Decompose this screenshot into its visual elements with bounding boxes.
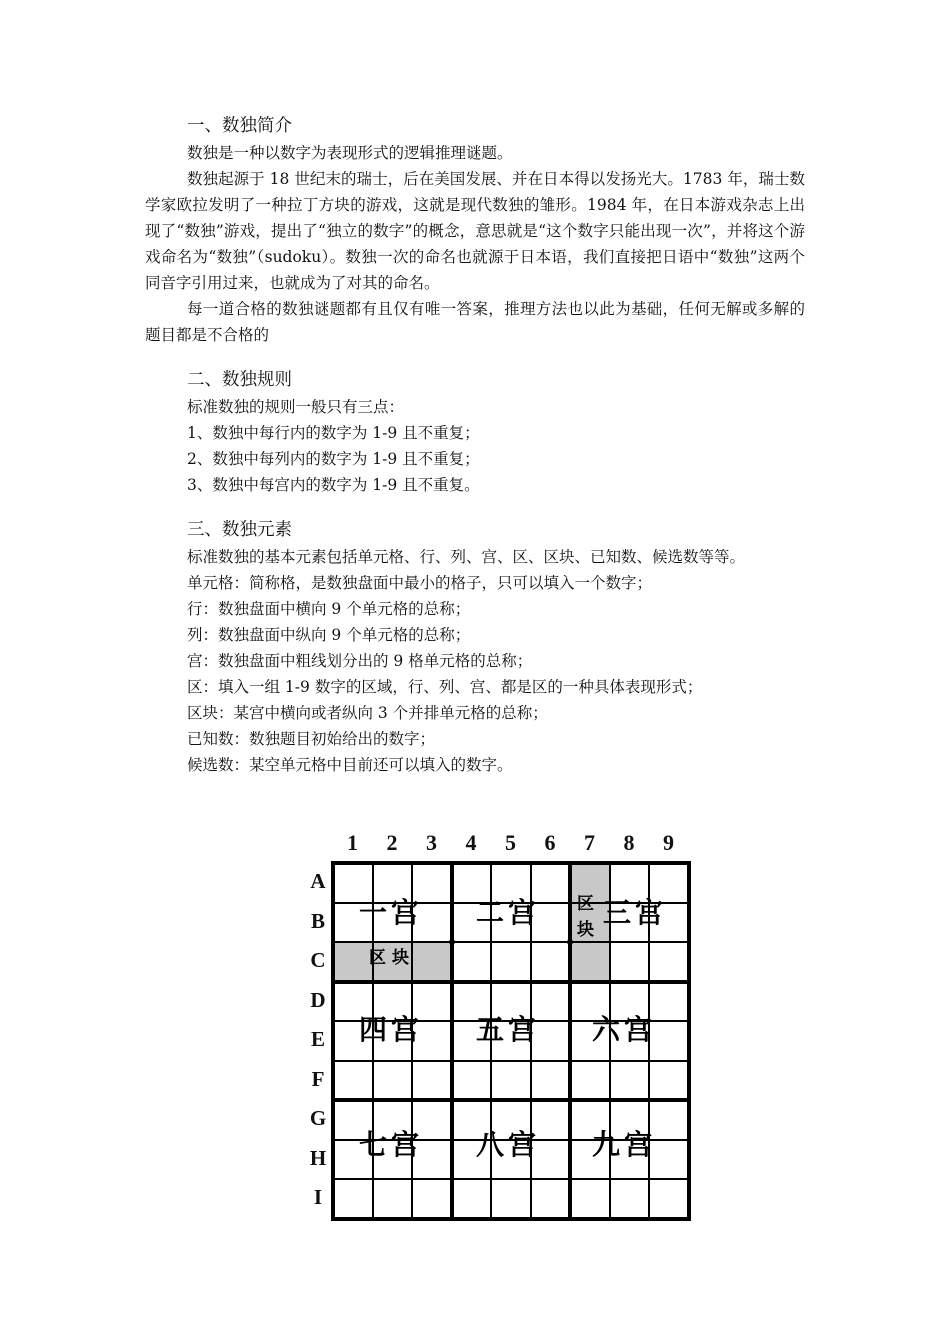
palace-label: 六宫 — [592, 1013, 657, 1046]
rule-item: 1、数独中每行内的数字为 1-9 且不重复； — [187, 424, 480, 442]
column-label: 4 — [465, 830, 477, 855]
grid-thick-line — [331, 861, 691, 865]
rule-item: 2、数独中每列内的数字为 1-9 且不重复； — [187, 450, 480, 468]
column-label: 6 — [544, 830, 556, 855]
definition-item: 区块：某宫中横向或者纵向 3 个并排单元格的总称； — [187, 704, 548, 722]
column-label: 7 — [584, 830, 595, 855]
grid-thick-line — [331, 861, 335, 1221]
palace-label: 九宫 — [592, 1128, 657, 1161]
grid-dot — [567, 939, 573, 945]
palace-label: 二宫 — [476, 896, 541, 929]
section1-paragraph: 数独起源于 18 世纪末的瑞士，后在美国发展、并在日本得以发扬光大。1783 年，瑞士数学家欧拉发明了一种拉丁方块的游戏，这就是现代数独的雏形。1984 年，在日本游戏杂志上出现了“数独”游戏，提出了“独立的数字”的概念，意思就是“这个数字只能出现一次”，并将这个游戏命名为“数独”（sudoku）。数独一次的命名也就源于日本语，我们直接把日语中“数独”这两个同音字引用过来，也就成为了对其的命名。 — [145, 170, 805, 292]
definition-item: 单元格：简称格，是数独盘面中最小的格子，只可以填入一个数字； — [187, 574, 653, 592]
row-label: E — [310, 1027, 325, 1051]
sudoku-diagram — [300, 822, 700, 1227]
section1-heading: 一、数独简介 — [187, 116, 292, 136]
palace-label: 七宫 — [359, 1128, 424, 1161]
block-label-vertical: 区块 — [577, 894, 594, 940]
sudoku-grid — [333, 863, 689, 1219]
section2-intro: 标准数独的规则一般只有三点： — [187, 398, 405, 416]
column-label: 3 — [426, 830, 437, 855]
row-label: B — [310, 908, 325, 933]
column-label: 2 — [386, 830, 398, 855]
palace-label: 三宫 — [603, 896, 668, 929]
definition-item: 宫：数独盘面中粗线划分出的 9 格单元格的总称； — [187, 652, 533, 670]
row-label: C — [310, 948, 326, 972]
grid-thick-line — [331, 980, 691, 984]
column-label: 8 — [623, 830, 635, 855]
section1-paragraph: 每一道合格的数独谜题都有且仅有唯一答案，推理方法也以此为基础，任何无解或多解的题目都是不合格的 — [145, 300, 805, 344]
section3-intro: 标准数独的基本元素包括单元格、行、列、宫、区、区块、已知数、候选数等等。 — [187, 548, 746, 566]
definition-item: 列：数独盘面中纵向 9 个单元格的总称； — [187, 626, 471, 644]
grid-thick-line — [568, 861, 572, 1221]
column-label: 5 — [505, 830, 516, 855]
row-label: A — [310, 869, 326, 893]
definition-item: 候选数：某空单元格中目前还可以填入的数字。 — [187, 756, 513, 774]
column-label: 9 — [663, 830, 674, 855]
grid-thin-line — [331, 1178, 691, 1180]
section2-heading: 二、数独规则 — [187, 370, 292, 390]
definition-item: 区：填入一组 1-9 数字的区域，行、列、宫、都是区的一种具体表现形式； — [187, 678, 703, 696]
grid-thin-line — [331, 1060, 691, 1062]
row-label: I — [313, 1185, 323, 1209]
row-label: F — [311, 1066, 325, 1091]
text-body — [145, 112, 805, 778]
column-label: 1 — [347, 830, 358, 855]
block-label-horizontal: 区块 — [369, 948, 415, 968]
section3-heading: 三、数独元素 — [187, 520, 292, 540]
row-label: H — [309, 1145, 327, 1170]
grid-thick-line — [331, 1098, 691, 1102]
palace-label: 五宫 — [476, 1013, 541, 1046]
palace-label: 八宫 — [476, 1128, 541, 1161]
grid-thick-line — [331, 1217, 691, 1221]
definition-item: 已知数：数独题目初始给出的数字； — [187, 730, 436, 748]
grid-dot — [449, 939, 455, 945]
definition-item: 行：数独盘面中横向 9 个单元格的总称； — [187, 600, 471, 618]
grid-thick-line — [687, 861, 691, 1221]
palace-label: 一宫 — [359, 896, 424, 929]
section1-paragraph: 数独是一种以数字为表现形式的逻辑推理谜题。 — [187, 144, 513, 162]
grid-thick-line — [450, 861, 454, 1221]
row-label: G — [309, 1106, 327, 1130]
grid-dot — [449, 979, 455, 985]
rule-item: 3、数独中每宫内的数字为 1-9 且不重复。 — [187, 476, 480, 494]
palace-label: 四宫 — [359, 1013, 424, 1046]
row-label: D — [310, 987, 326, 1012]
